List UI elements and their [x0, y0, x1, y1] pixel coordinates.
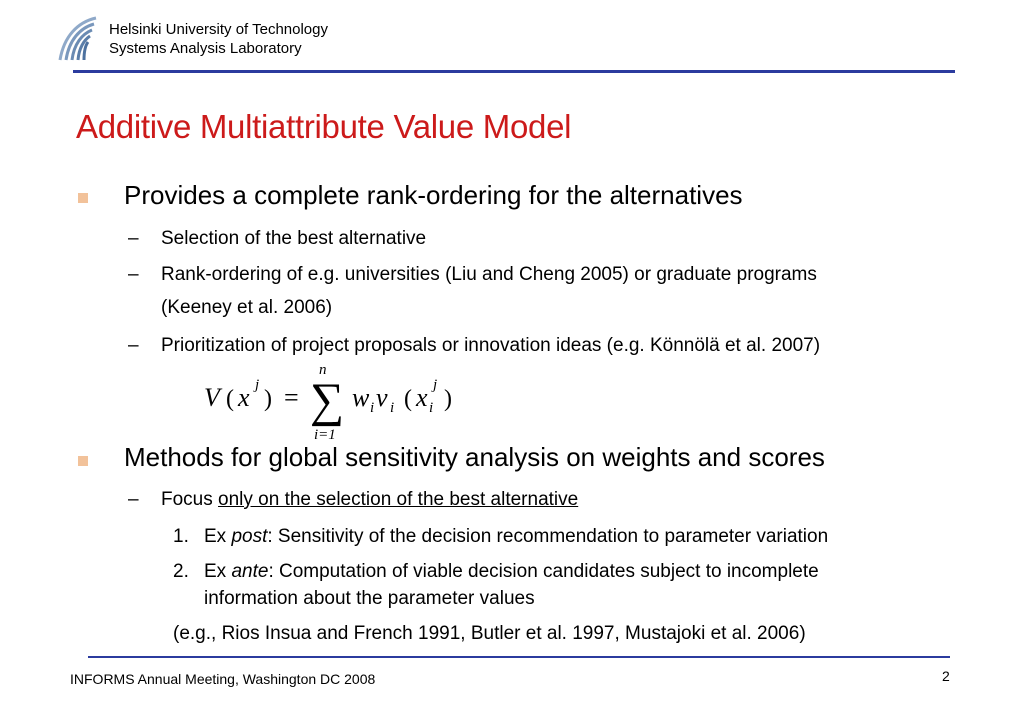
sub-item-1: Selection of the best alternative [161, 228, 427, 249]
formula-paren: ( [404, 386, 412, 412]
sub-item-2-cont: (Keeney et al. 2006) [161, 297, 333, 318]
footer-text: INFORMS Annual Meeting, Washington DC 2008 [70, 671, 376, 687]
formula-x: x [416, 383, 428, 412]
dash-marker: – [128, 228, 139, 249]
references: (e.g., Rios Insua and French 1991, Butler et al. 1997, Mustajoki et al. 2006) [173, 623, 806, 644]
formula-sup-j: j [433, 377, 438, 393]
formula-v-sub: i [390, 400, 395, 416]
focus-line [161, 489, 578, 511]
item-1-text: Ex post: Sensitivity of the decision recommendation to parameter variation [204, 526, 829, 547]
formula-upper: n [319, 364, 327, 378]
sub-item-2: Rank-ordering of e.g. universities (Liu and Cheng 2005) or graduate programs [161, 264, 817, 285]
dash-marker: – [128, 489, 139, 510]
formula-paren: ( [226, 386, 234, 412]
formula-x: x [238, 383, 250, 412]
item-2-number: 2. [173, 561, 189, 582]
formula-V: V [204, 383, 220, 412]
focus-prefix: Focus [161, 489, 219, 510]
slide-title: Additive Multiattribute Value Model [76, 108, 572, 145]
formula-w-sub: i [370, 400, 375, 416]
formula-equals: = [284, 383, 299, 412]
bullet-marker [78, 193, 88, 203]
university-logo-icon [56, 16, 98, 64]
formula-paren: ) [264, 386, 272, 412]
item-2-cont: information about the parameter values [204, 588, 535, 609]
header-rule [73, 70, 955, 73]
org-line-2: Systems Analysis Laboratory [109, 40, 302, 57]
formula-lower: i=1 [314, 427, 336, 443]
org-line-1: Helsinki University of Technology [109, 21, 328, 38]
value-function-formula [200, 364, 470, 444]
focus-underlined: only on the selection of the best alternative [218, 489, 579, 510]
item-2-text: Ex ante: Computation of viable decision candidates subject to incomplete [204, 561, 819, 582]
formula-w: w [352, 383, 370, 412]
bullet-marker [78, 456, 88, 466]
formula-sigma: ∑ [310, 374, 345, 427]
formula-v: v [376, 383, 388, 412]
formula-sup-j: j [255, 377, 260, 393]
dash-marker: – [128, 335, 139, 356]
bullet-1-text: Provides a complete rank-ordering for the alternatives [124, 180, 743, 210]
item-1-number: 1. [173, 526, 189, 547]
formula-paren: ) [444, 386, 452, 412]
dash-marker: – [128, 264, 139, 285]
page-number: 2 [942, 668, 950, 684]
footer-rule [88, 656, 950, 658]
sub-item-3: Prioritization of project proposals or innovation ideas (e.g. Könnölä et al. 2007) [161, 335, 821, 356]
bullet-2-text: Methods for global sensitivity analysis on weights and scores [124, 442, 825, 472]
formula-sub-i: i [429, 400, 434, 416]
